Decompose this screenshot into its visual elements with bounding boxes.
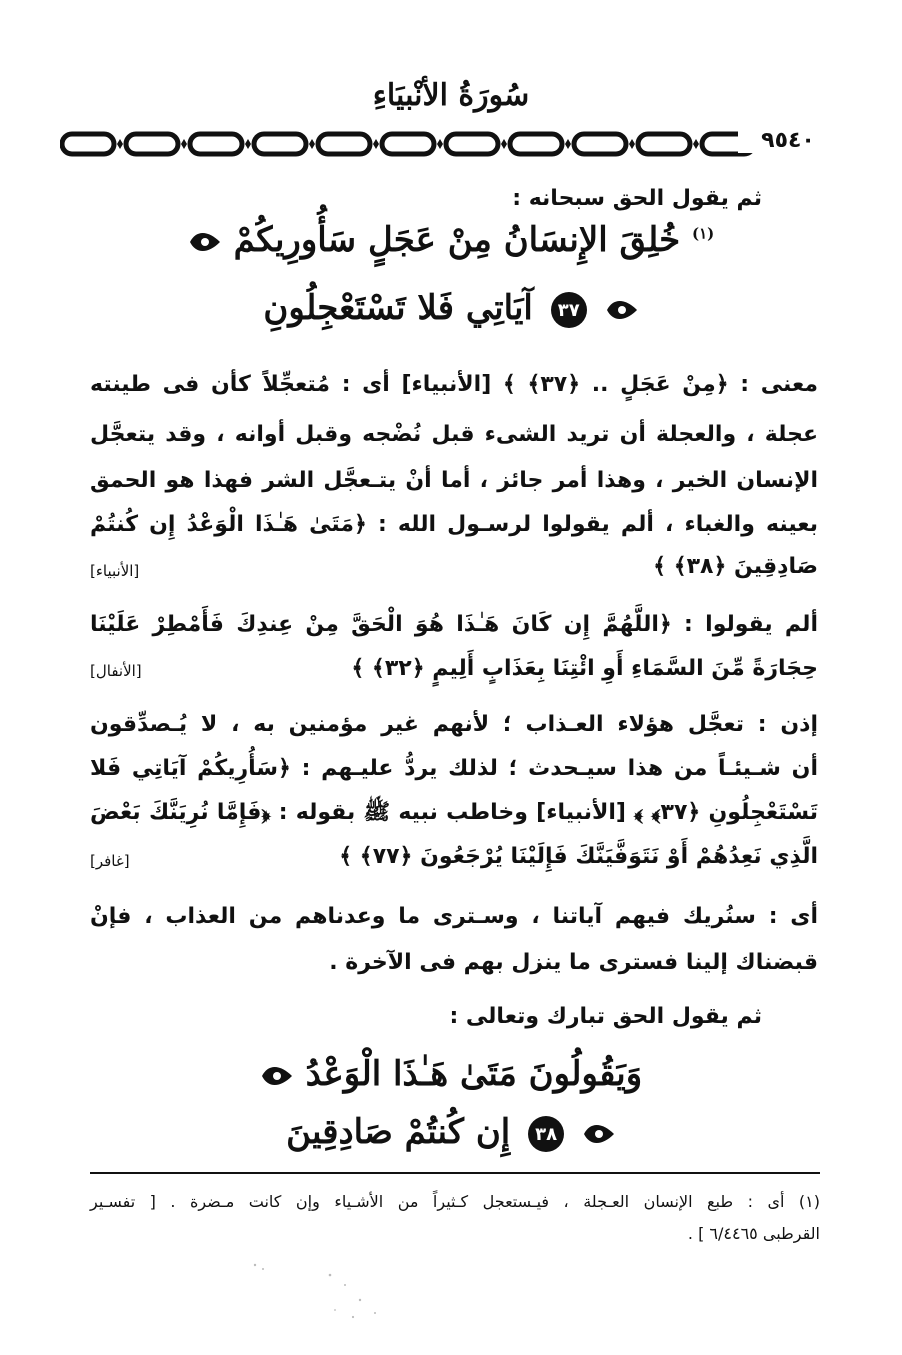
verse-2-line-1 xyxy=(0,1054,902,1094)
para-3-line-3: تَسْتَعْجِلُونِ ﴿٣٧﴾ ﴾ [الأنبياء] وخاطب نبيه ﷺ بقوله : ﴿فَإِمَّا نُرِيَنَّكَ بَعْضَ xyxy=(90,800,818,825)
para-2-line-1: ألم يقولوا : ﴿اللَّهُمَّ إِن كَانَ هَـٰذَا هُوَ الْحَقَّ مِنْ عِندِكَ فَأَمْطِرْ عَلَيْنَا xyxy=(90,612,818,637)
para-4-line-2: قبضناك إلينا فسترى ما ينزل بهم فى الآخرة . xyxy=(329,950,818,975)
verse-2-line-2 xyxy=(0,1112,902,1152)
verse-end-ornament-icon xyxy=(605,296,639,324)
verse-end-ornament-icon xyxy=(582,1120,616,1148)
header-ornamental-rule xyxy=(60,126,820,162)
page-number: ٩٥٤٠ xyxy=(738,128,838,153)
verse-1-line-1-text: خُلِقَ الإِنسَانُ مِنْ عَجَلٍ سَأُورِيكُمْ xyxy=(233,220,681,260)
para-4-line-1: أى : سنُريك فيهم آياتنا ، وسـترى ما وعدناهم من العذاب ، فإنْ xyxy=(90,904,818,929)
para-1-line-1: معنى : ﴿مِنْ عَجَلٍ .. ﴿٣٧﴾ ﴾ [الأنبياء] أى : مُتعجِّلاً كأن فى طينته xyxy=(90,372,818,397)
para-1-line-5: صَادِقِينَ ﴿٣٨﴾ ﴾ xyxy=(653,554,818,579)
para-1-line-4: بعينه والغباء ، ألم يقولوا لرسـول الله : ﴿مَتَىٰ هَـٰذَا الْوَعْدُ إِن كُنتُمْ xyxy=(90,512,818,537)
footnote-line-1: (١) أى : طبع الإنسان العـجلة ، فيـستعجل كـثيراً من الأشـياء وإن كانت مـضرة . [ تفسـير xyxy=(90,1192,820,1211)
ayah-number-badge: ٣٧ xyxy=(551,292,587,328)
source-ref-anbiya: [الأنبياء] xyxy=(90,562,140,580)
verse-2-line-2-text: إِن كُنتُمْ صَادِقِينَ xyxy=(286,1112,511,1152)
source-ref-anfal: [الأنفال] xyxy=(90,662,142,680)
footnote-divider xyxy=(90,1172,820,1174)
ayah-number-badge: ٣٨ xyxy=(528,1116,564,1152)
surah-title: سُورَةُ الأنْبيَاءِ xyxy=(372,78,530,113)
verse-1-line-2 xyxy=(0,288,902,328)
footnote-marker: (١) xyxy=(691,224,715,243)
intro-line-1: ثم يقول الحق سبحانه : xyxy=(512,186,762,211)
verse-1-line-1 xyxy=(0,220,902,260)
para-1-line-3: الإنسان الخير ، وهذا أمر جائز ، أما أنْ يتـعجَّل الشر فهذا هو الحمق xyxy=(90,468,818,493)
footnote-line-2: القرطبى ٦/٤٤٦٥ ] . xyxy=(687,1224,820,1243)
verse-1-line-2-text: آيَاتِي فَلا تَسْتَعْجِلُونِ xyxy=(263,288,533,328)
intro-line-2: ثم يقول الحق تبارك وتعالى : xyxy=(449,1004,762,1029)
source-ref-ghafir: [غافر] xyxy=(90,852,130,870)
verse-2-line-1-text: وَيَقُولُونَ مَتَىٰ هَـٰذَا الْوَعْدُ xyxy=(305,1054,643,1094)
para-2-line-2: حِجَارَةً مِّنَ السَّمَاءِ أَوِ ائْتِنَا بِعَذَابٍ أَلِيمٍ ﴿٣٢﴾ ﴾ xyxy=(351,656,818,681)
verse-start-ornament-icon xyxy=(188,228,222,256)
para-1-line-2: عجلة ، والعجلة أن تريد الشىء قبل نُضْجه وقبل أوانه ، وقد يتعجَّل xyxy=(90,422,818,447)
verse-start-ornament-icon xyxy=(260,1062,294,1090)
para-3-line-4: الَّذِي نَعِدُهُمْ أَوْ نَتَوَفَّيَنَّكَ فَإِلَيْنَا يُرْجَعُونَ ﴿٧٧﴾ ﴾ xyxy=(339,844,818,869)
scan-noise-specks xyxy=(235,1255,395,1325)
para-3-line-2: أن شـيئـاً من هذا سيـحدث ؛ لذلك يردُّ عليـهم : ﴿سَأُرِيكُمْ آيَاتِي فَلا xyxy=(90,756,818,781)
para-3-line-1: إذن : تعجَّل هؤلاء العـذاب ؛ لأنهم غير مؤمنين به ، لا يُـصدِّقون xyxy=(90,712,818,737)
